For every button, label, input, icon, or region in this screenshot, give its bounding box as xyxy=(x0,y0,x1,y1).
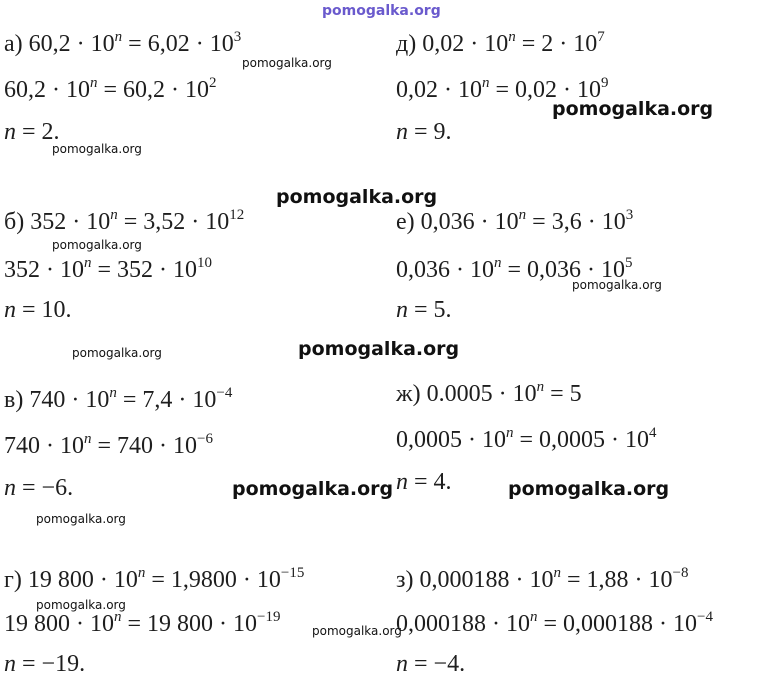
problem-zh-answer: n = 4. xyxy=(396,469,452,495)
watermark: pomogalka.org xyxy=(552,98,714,120)
watermark: pomogalka.org xyxy=(572,278,662,292)
problem-z-line-1: з) $0,000188 \cdot 10^n = 1,88 \cdot 10^{-8}$ xyxy=(396,565,689,593)
problem-zh-line-1: ж) 0.0005 · 10$^n$ = 5 xyxy=(396,379,582,407)
problem-g-line-2: 19 800 · 10$^n$ = 19 $800 \cdot 10^{-19}$ xyxy=(4,609,281,637)
watermark: pomogalka.org xyxy=(508,478,670,500)
problem-b-line-1: б) $352 \cdot 10^n = 3,52 \cdot 10^{12}$ xyxy=(4,207,245,235)
problem-zh-line-2: $0,0005 \cdot 10^n = 0,0005 \cdot 10^4$ xyxy=(396,425,657,453)
problem-e-line-1: е) $0,036 \cdot 10^n = 3,6 \cdot 10^3$ xyxy=(396,207,634,235)
problem-a-line-2: $60,2 \cdot 10^n = 60,2 \cdot 10^2$ xyxy=(4,75,217,103)
problem-v-answer: n = −6. xyxy=(4,475,74,501)
problem-v-line-2: $740 \cdot 10^n = 740 \cdot 10^{-6}$ xyxy=(4,431,214,459)
problem-d-answer: n = 9. xyxy=(396,119,452,145)
problem-b-line-2: $352 \cdot 10^n = 352 \cdot 10^{10}$ xyxy=(4,255,213,283)
watermark: pomogalka.org xyxy=(312,624,402,638)
watermark: pomogalka.org xyxy=(242,56,332,70)
watermark: pomogalka.org xyxy=(36,512,126,526)
problem-g-line-1: г) 19 $800 \cdot 10^n = 1,9800 \cdot 10^{-15}$ xyxy=(4,565,305,593)
problem-g-answer: n = −19. xyxy=(4,651,86,677)
watermark: pomogalka.org xyxy=(52,142,142,156)
problem-a-line-1: а) $60,2 \cdot 10^n = 6,02 \cdot 10^3$ xyxy=(4,29,242,57)
problem-b-answer: n = 10. xyxy=(4,297,72,323)
problem-d-line-2: $0,02 \cdot 10^n = 0,02 \cdot 10^9$ xyxy=(396,75,609,103)
problem-e-answer: n = 5. xyxy=(396,297,452,323)
watermark-top: pomogalka.org xyxy=(322,3,441,19)
problem-e-line-2: $0,036 \cdot 10^n = 0,036 \cdot 10^5$ xyxy=(396,255,633,283)
watermark: pomogalka.org xyxy=(72,346,162,360)
watermark: pomogalka.org xyxy=(52,238,142,252)
problem-z-answer: n = −4. xyxy=(396,651,466,677)
watermark: pomogalka.org xyxy=(36,598,126,612)
watermark: pomogalka.org xyxy=(232,478,394,500)
problem-z-line-2: $0,000188 \cdot 10^n = 0,000188 \cdot 10^{-4}$ xyxy=(396,609,714,637)
watermark: pomogalka.org xyxy=(276,186,438,208)
watermark: pomogalka.org xyxy=(298,338,460,360)
problem-v-line-1: в) $740 \cdot 10^n = 7,4 \cdot 10^{-4}$ xyxy=(4,385,233,413)
problem-d-line-1: д) $0,02 \cdot 10^n = 2 \cdot 10^7$ xyxy=(396,29,605,57)
problem-a-answer: n = 2. xyxy=(4,119,60,145)
